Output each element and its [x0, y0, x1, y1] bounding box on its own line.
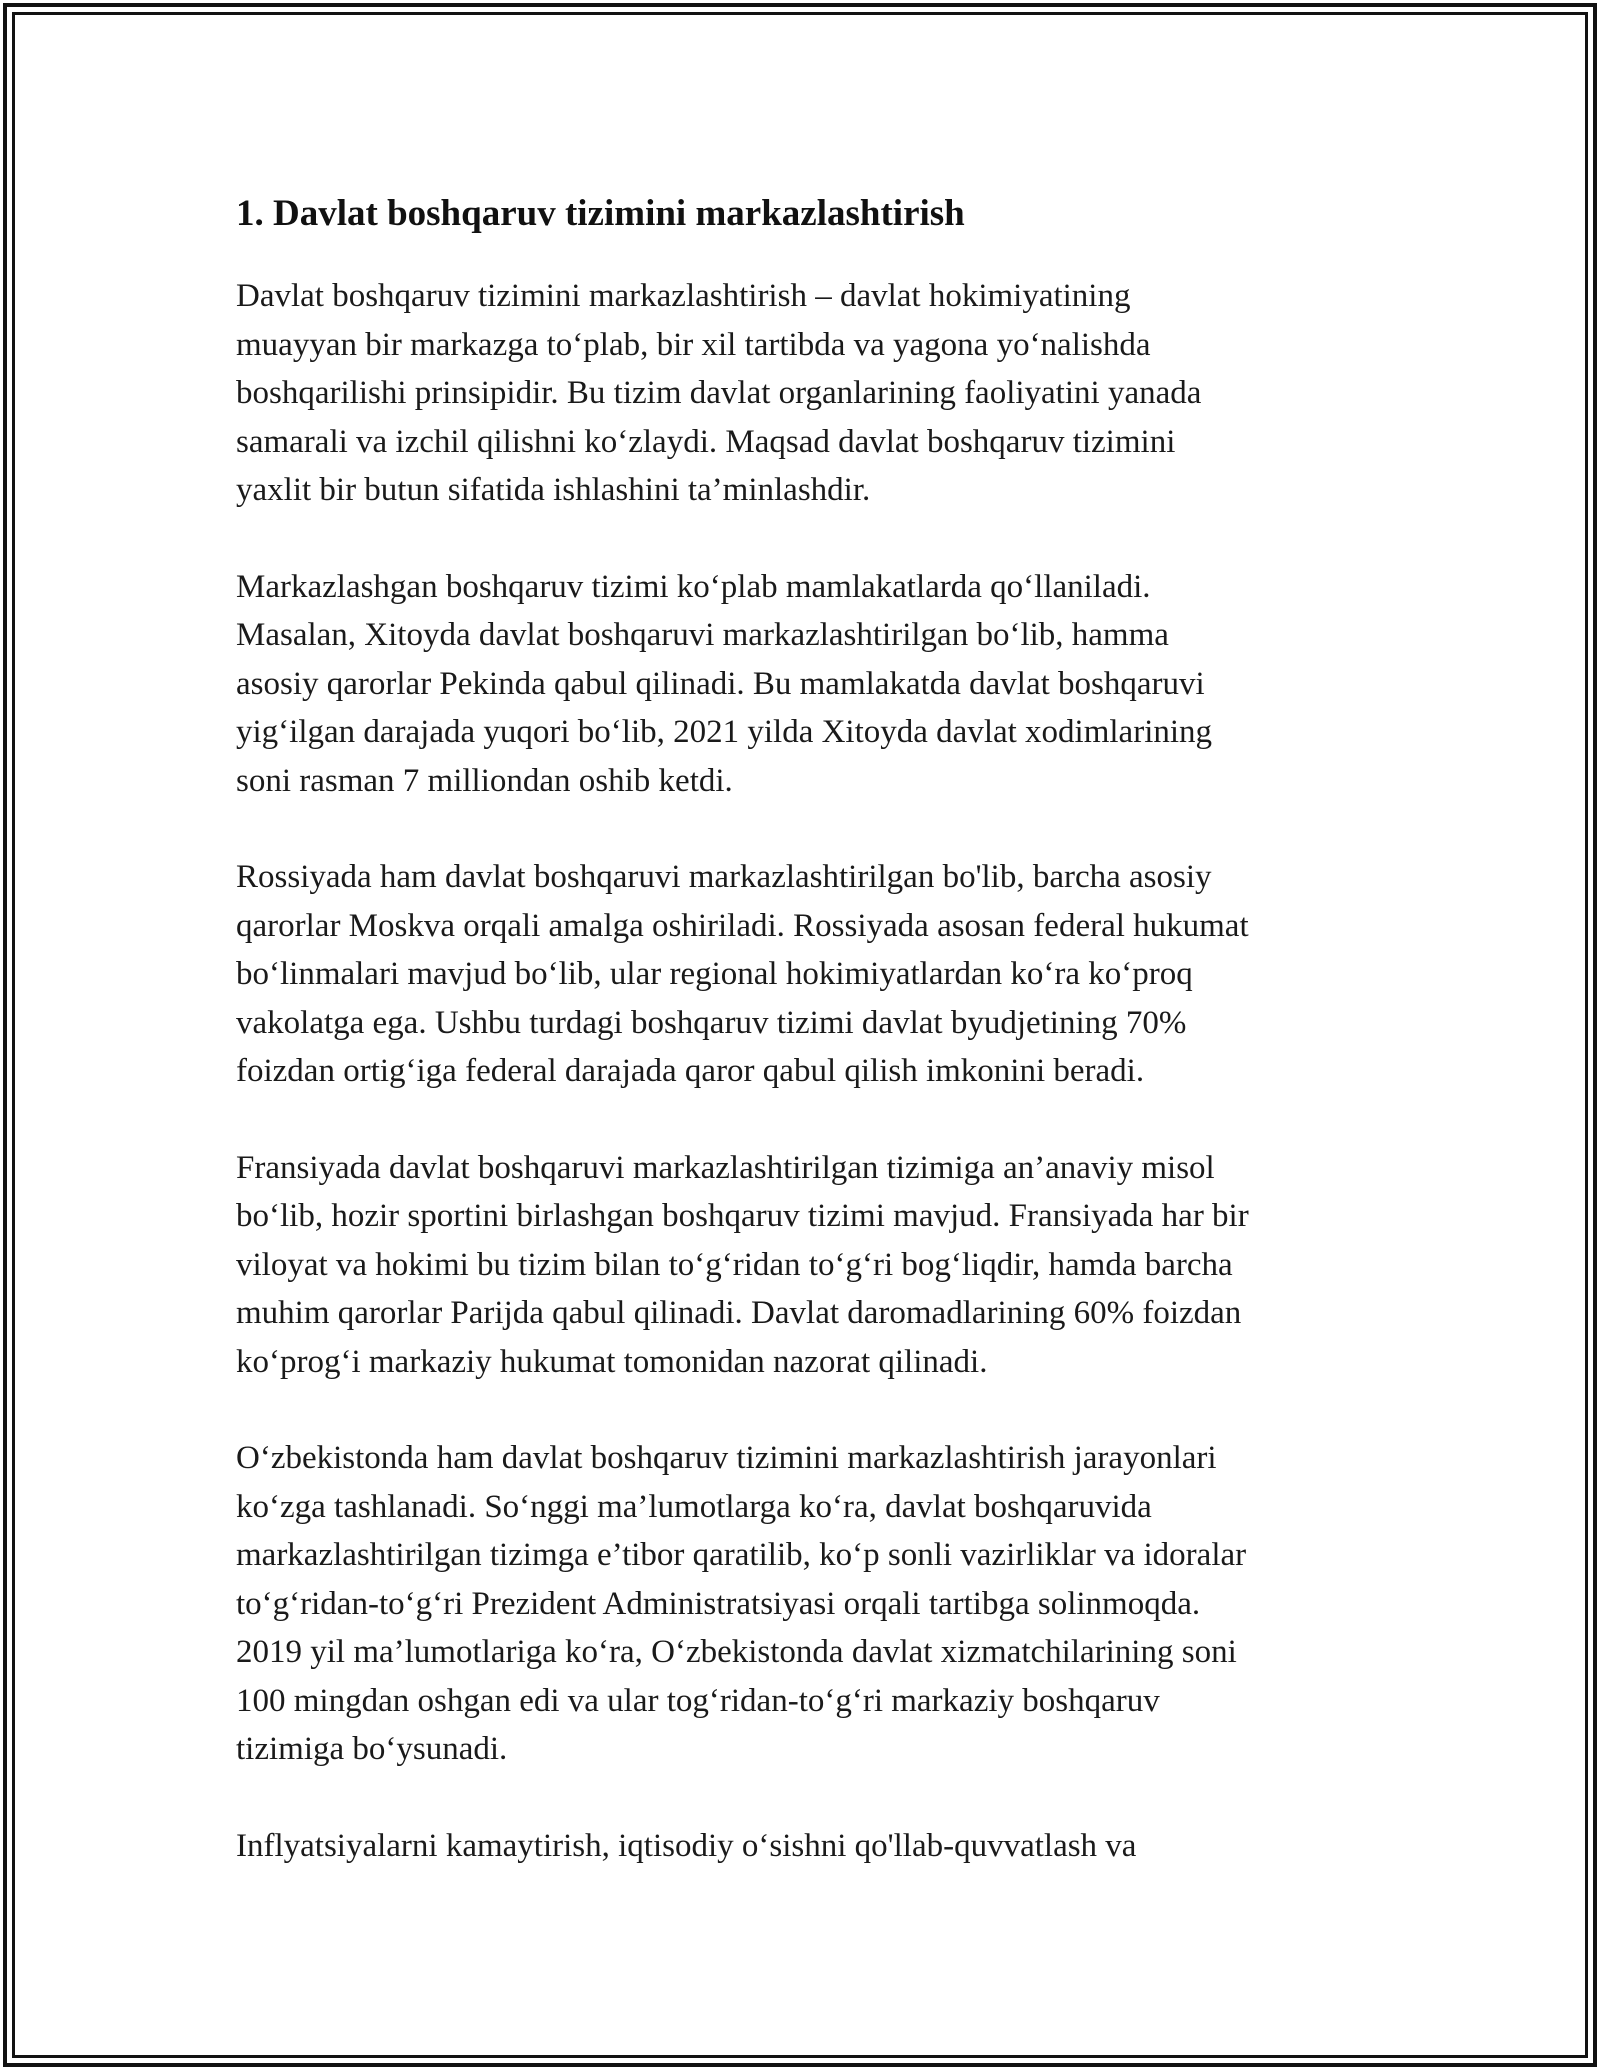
paragraph-uzbekistan — [236, 1434, 1376, 1774]
text-line: soni rasman 7 milliondan oshib ketdi. — [236, 762, 733, 799]
text-line: ko‘zga tashlanadi. So‘nggi ma’lumotlarga ko‘ra, davlat boshqaruvida — [236, 1488, 1152, 1525]
text-line: viloyat va hokimi bu tizim bilan to‘g‘ridan to‘g‘ri bog‘liqdir, hamda barcha — [236, 1246, 1233, 1283]
text-line: markazlashtirilgan tizimga e’tibor qaratilib, ko‘p sonli vazirliklar va idoralar — [236, 1537, 1247, 1573]
paragraph-inflation — [236, 1822, 1376, 1871]
text-line: vakolatga ega. Ushbu turdagi boshqaruv tizimi davlat byudjetining 70% — [236, 1004, 1187, 1041]
section-heading: 1. Davlat boshqaruv tizimini markazlashtirish — [236, 193, 965, 234]
paragraph-china — [236, 563, 1376, 806]
text-line: Davlat boshqaruv tizimini markazlashtirish – davlat hokimiyatining — [236, 278, 1131, 314]
text-line: Masalan, Xitoyda davlat boshqaruvi markazlashtirilgan bo‘lib, hamma — [236, 617, 1169, 653]
text-line: tizimiga bo‘ysunadi. — [236, 1731, 508, 1767]
text-line: muayyan bir markazga to‘plab, bir xil tartibda va yagona yo‘nalishda — [236, 326, 1151, 363]
text-line: 100 mingdan oshgan edi va ular tog‘ridan-to‘g‘ri markaziy boshqaruv — [236, 1682, 1160, 1719]
text-line: O‘zbekistonda ham davlat boshqaruv tizimini markazlashtirish jarayonlari — [236, 1440, 1217, 1476]
text-line: bo‘linmalari mavjud bo‘lib, ular regional hokimiyatlardan ko‘ra ko‘proq — [236, 956, 1193, 992]
text-line: Inflyatsiyalarni kamaytirish, iqtisodiy o‘sishni qo'llab-quvvatlash va — [236, 1827, 1137, 1864]
text-line: bo‘lib, hozir sportini birlashgan boshqaruv tizimi mavjud. Fransiyada har bir — [236, 1198, 1249, 1234]
paragraph-france — [236, 1144, 1376, 1387]
text-line: asosiy qarorlar Pekinda qabul qilinadi. Bu mamlakatda davlat boshqaruvi — [236, 665, 1205, 702]
text-line: Rossiyada ham davlat boshqaruvi markazlashtirilgan bo'lib, barcha asosiy — [236, 859, 1212, 895]
text-line: Fransiyada davlat boshqaruvi markazlashtirilgan tizimiga an’anaviy misol — [236, 1149, 1215, 1186]
text-line: yig‘ilgan darajada yuqori bo‘lib, 2021 yilda Xitoyda davlat xodimlarining — [236, 714, 1213, 750]
text-line: muhim qarorlar Parijda qabul qilinadi. Davlat daromadlarining 60% foizdan — [236, 1295, 1242, 1331]
text-line: samarali va izchil qilishni ko‘zlaydi. Maqsad davlat boshqaruv tizimini — [236, 423, 1176, 460]
text-line: 2019 yil ma’lumotlariga ko‘ra, O‘zbekistonda davlat xizmatchilarining soni — [236, 1634, 1237, 1670]
paragraph-definition — [236, 272, 1376, 515]
text-line: Markazlashgan boshqaruv tizimi ko‘plab mamlakatlarda qo‘llaniladi. — [236, 568, 1151, 605]
paragraph-russia — [236, 853, 1376, 1096]
text-line: ko‘prog‘i markaziy hukumat tomonidan nazorat qilinadi. — [236, 1343, 988, 1380]
text-line: yaxlit bir butun sifatida ishlashini ta’minlashdir. — [236, 472, 871, 508]
text-line: boshqarilishi prinsipidir. Bu tizim davlat organlarining faoliyatini yanada — [236, 375, 1202, 411]
document-body — [236, 186, 1376, 1918]
text-line: to‘g‘ridan-to‘g‘ri Prezident Administratsiyasi orqali tartibga solinmoqda. — [236, 1585, 1201, 1622]
text-line: qarorlar Moskva orqali amalga oshiriladi. Rossiyada asosan federal hukumat — [236, 907, 1249, 944]
text-line: foizdan ortig‘iga federal darajada qaror qabul qilish imkonini beradi. — [236, 1053, 1145, 1089]
